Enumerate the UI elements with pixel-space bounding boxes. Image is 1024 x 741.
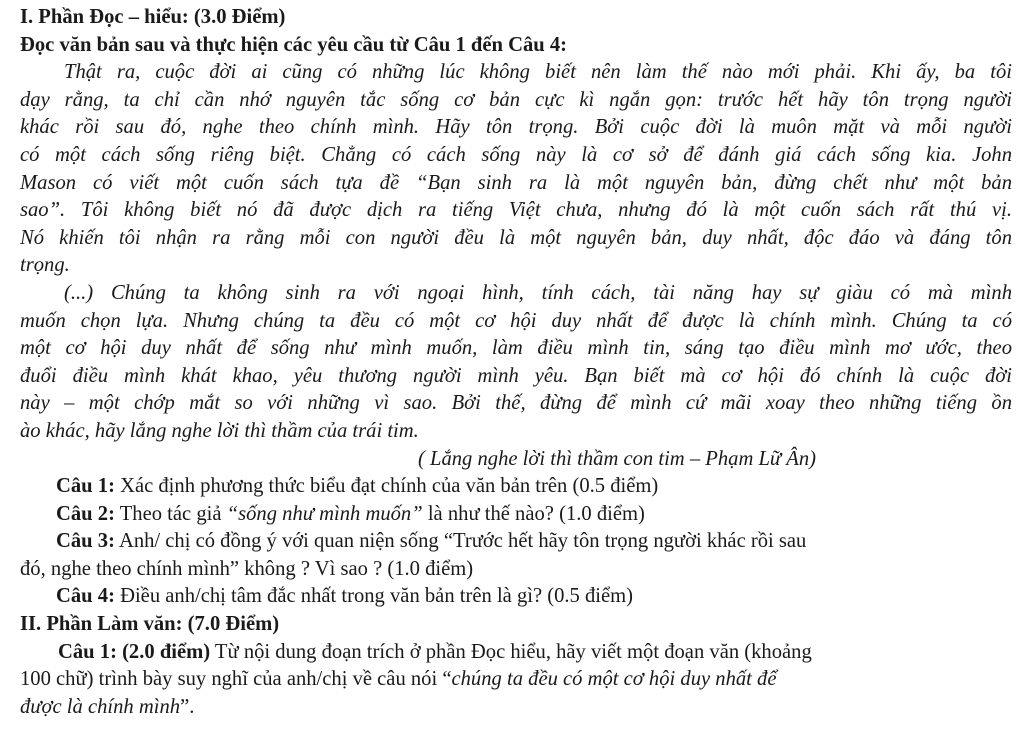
passage-line: Nó khiến tôi nhận ra rằng mỗi con người đều là một nguyên bản, duy nhất, độc đáo và đáng tôn xyxy=(20,226,1012,249)
passage-line: Mason có viết một cuốn sách tựa đề “Bạn sinh ra là một nguyên bản, đừng chết như một bản xyxy=(20,171,1012,194)
essay-question-1 xyxy=(20,639,1012,667)
passage-line: dạy rằng, ta chỉ cần nhớ nguyên tắc sống cơ bản cực kì ngắn gọn: trước hết hãy tôn trọng người xyxy=(20,88,1012,111)
section2-title: II. Phần Làm văn: (7.0 Điểm) xyxy=(20,613,280,636)
question-3 xyxy=(20,528,1012,556)
passage-paragraph-1 xyxy=(20,59,1012,280)
passage-line: ào khác, hãy lắng nghe lời thì thầm của trái tim. xyxy=(20,419,419,442)
passage-line: (...) Chúng ta không sinh ra với ngoại hình, tính cách, tài năng hay sự giàu có mà mình xyxy=(64,281,1012,304)
question-label: Câu 4: xyxy=(56,585,115,608)
passage-line: sao”. Tôi không biết nó đã được dịch ra tiếng Việt chưa, nhưng đó là một cuốn sách rất thú vị. xyxy=(20,199,1012,222)
passage-line: khác rồi sau đó, nghe theo chính mình. Hãy tôn trọng. Bởi cuộc đời là muôn mặt và mỗi người xyxy=(20,116,1012,139)
passage-line: Thật ra, cuộc đời ai cũng có những lúc không biết nên làm thế nào mới phải. Khi ấy, ba tôi xyxy=(64,61,1012,84)
question-quote: “sống như mình muốn” xyxy=(226,502,423,525)
question-quote: chúng ta đều có một cơ hội duy nhất để xyxy=(451,668,777,691)
question-label: Câu 3: xyxy=(56,530,115,553)
passage-source: ( Lắng nghe lời thì thầm con tim – Phạm Lữ Ân) xyxy=(418,447,817,470)
question-text: Điều anh/chị tâm đắc nhất trong văn bản trên là gì? (0.5 điểm) xyxy=(114,585,634,608)
question-text: ”. xyxy=(180,695,195,718)
question-text: là như thế nào? (1.0 điểm) xyxy=(422,502,645,525)
question-label: Câu 1: xyxy=(56,475,115,498)
question-text: Từ nội dung đoạn trích ở phần Đọc hiểu, hãy viết một đoạn văn (khoảng xyxy=(210,640,812,663)
question-label: Câu 1: (2.0 điểm) xyxy=(58,640,211,663)
question-2 xyxy=(20,501,1012,529)
essay-question-1-end xyxy=(20,694,1012,722)
question-1 xyxy=(20,473,1012,501)
section1-instruction: Đọc văn bản sau và thực hiện các yêu cầu từ Câu 1 đến Câu 4: xyxy=(20,33,568,56)
question-text: Theo tác giả xyxy=(114,502,227,525)
question-label: Câu 2: xyxy=(56,502,115,525)
question-3-continued: đó, nghe theo chính mình” không ? Vì sao ? (1.0 điểm) xyxy=(20,557,474,580)
question-text: 100 chữ) trình bày suy nghĩ của anh/chị về câu nói “ xyxy=(20,668,452,691)
passage-paragraph-2 xyxy=(20,280,1012,446)
passage-line: này – một chớp mắt so với những vì sao. Bởi thế, đừng để mình cứ mãi xoay theo những tiếng ồn xyxy=(20,392,1012,415)
passage-line: đuổi điều mình khát khao, yêu thương người mình yêu. Bạn biết mà cơ hội đó chính là cuộc đời xyxy=(20,364,1012,387)
question-quote: được là chính mình xyxy=(20,695,181,718)
question-text: Anh/ chị có đồng ý với quan niện sống “Trước hết hãy tôn trọng người khác rồi sau xyxy=(114,530,807,553)
question-4 xyxy=(20,583,1012,611)
passage-line: một cơ hội duy nhất để sống như mình muốn, làm điều mình tin, sáng tạo điều mình mơ ước, theo xyxy=(20,337,1012,360)
section1-title: I. Phần Đọc – hiểu: (3.0 Điểm) xyxy=(20,6,286,28)
question-text: Xác định phương thức biểu đạt chính của văn bản trên (0.5 điểm) xyxy=(114,475,659,498)
passage-line: có một cách sống riêng biệt. Chẳng có cách sống này là cơ sở để đánh giá cách sống kia. John xyxy=(20,143,1012,166)
essay-question-1-continued xyxy=(20,666,1012,694)
passage-line: muốn chọn lựa. Nhưng chúng ta đều có một cơ hội duy nhất để được là chính mình. Chúng ta có xyxy=(20,309,1012,332)
passage-line: trọng. xyxy=(20,254,70,277)
